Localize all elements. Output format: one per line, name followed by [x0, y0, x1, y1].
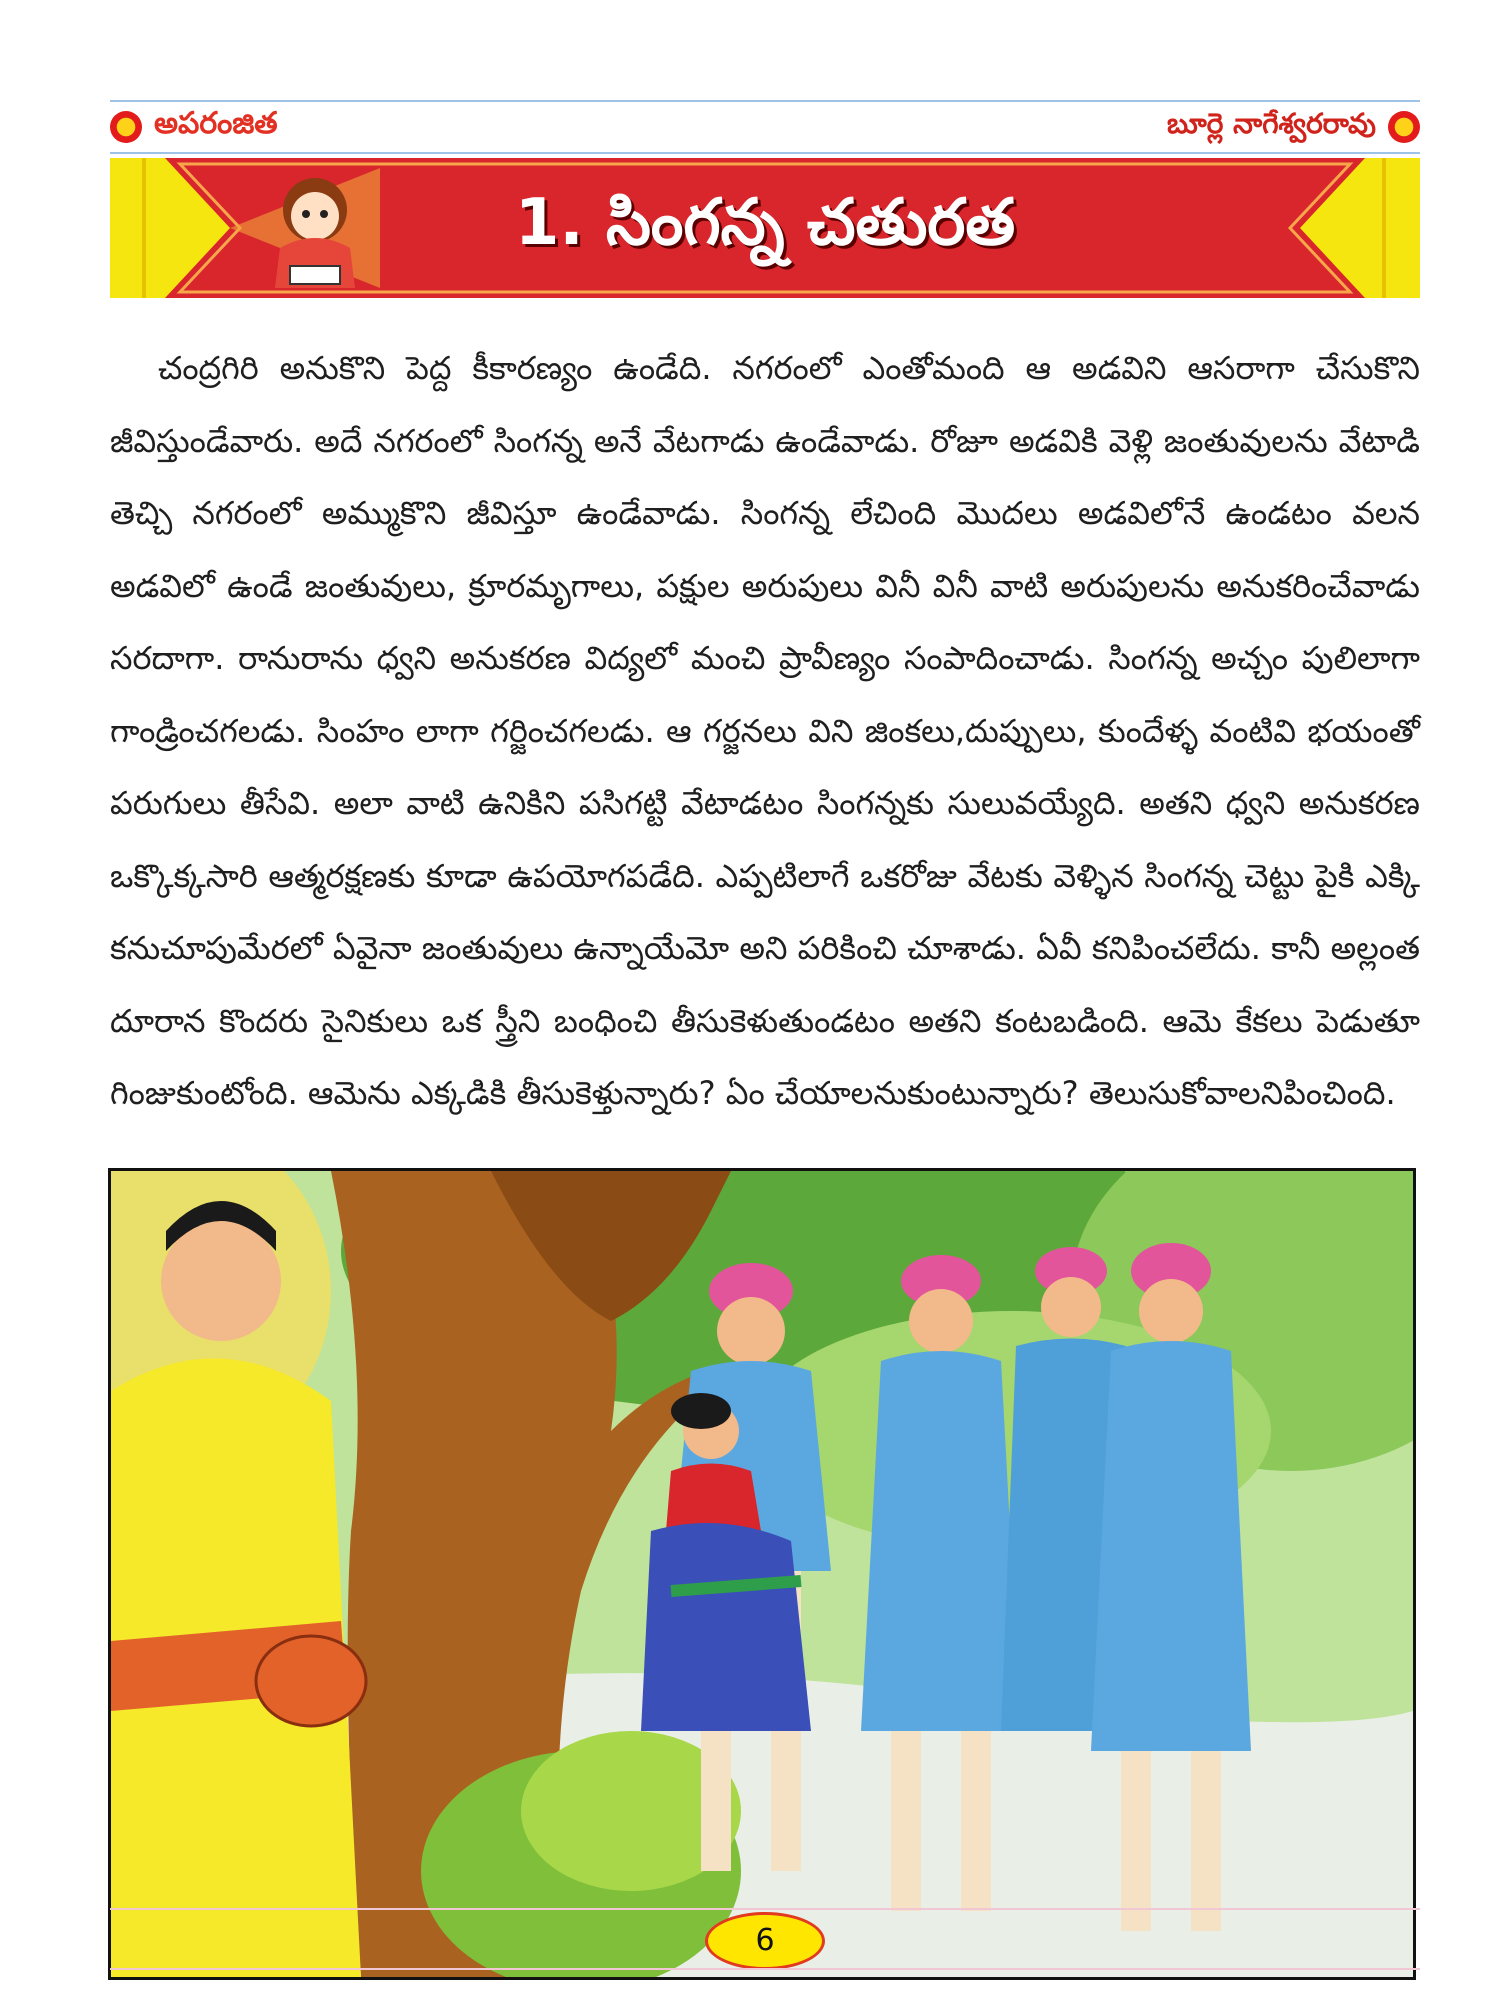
chapter-title: 1. సింగన్న చతురత [514, 186, 1016, 260]
chapter-banner [110, 158, 1420, 298]
story-illustration [108, 1168, 1416, 1980]
header-left [110, 106, 278, 148]
footer-rule-bottom [110, 1968, 1420, 1970]
header-bottom-rule [110, 152, 1420, 154]
footer-rule-top [110, 1908, 1420, 1910]
story-text [110, 332, 1420, 1130]
author-name: బూర్లె నాగేశ్వరరావు [1167, 107, 1376, 140]
page-header [110, 104, 1420, 150]
forest-scene-illustration [111, 1171, 1413, 1977]
circle-emblem-icon [1388, 111, 1420, 143]
story-paragraph: చంద్రగిరి అనుకొని పెద్ద కీకారణ్యం ఉండేది. నగరంలో ఎంతోమంది ఆ అడవిని ఆసరాగా చేసుకొని జీవిస్తుండేవారు. అదే నగరంలో సింగన్న అనే వేటగాడు ఉండేవాడు. రోజూ అడవికి వెళ్లి జంతువులను వేటాడి తెచ్చి నగరంలో అమ్ముకొని జీవిస్తూ ఉండేవాడు. సింగన్న లేచింది మొదలు అడవిలోనే ఉండటం వలన అడవిలో ఉండే జంతువులు, క్రూరమృగాలు, పక్షుల అరుపులు వినీ వినీ వాటి అరుపులను అనుకరించేవాడు సరదాగా. రానురాను ధ్వని అనుకరణ విద్యలో మంచి ప్రావీణ్యం సంపాదించాడు. సింగన్న అచ్చం పులిలాగా గాండ్రించగలడు. సింహం లాగా గర్జించగలడు. ఆ గర్జనలు విని జింకలు,దుప్పులు, కుందేళ్ళ వంటివి భయంతో పరుగులు తీసేవి. అలా వాటి ఉనికిని పసిగట్టి వేటాడటం సింగన్నకు సులువయ్యేది. అతని ధ్వని అనుకరణ ఒక్కొక్కసారి ఆత్మరక్షణకు కూడా ఉపయోగపడేది. ఎప్పటిలాగే ఒకరోజు వేటకు వెళ్ళిన సింగన్న చెట్టు పైకి ఎక్కి కనుచూపుమేరలో ఏవైనా జంతువులు ఉన్నాయేమో అని పరికించి చూశాడు. ఏవీ కనిపించలేదు. కానీ అల్లంత దూరాన కొందరు సైనికులు ఒక స్త్రీని బంధించి తీసుకెళుతుండటం అతని కంటబడింది. ఆమె కేకలు పెడుతూ గింజుకుంటోంది. ఆమెను ఎక్కడికి తీసుకెళ్తున్నారు? ఏం చేయాలనుకుంటున్నారు? తెలుసుకోవాలనిపించింది. [110, 349, 1421, 1112]
circle-emblem-icon [110, 111, 142, 143]
header-right [1167, 107, 1420, 147]
header-top-rule [110, 100, 1420, 102]
page-number-badge: 6 [705, 1912, 825, 1970]
series-title: అపరంజిత [154, 106, 278, 141]
